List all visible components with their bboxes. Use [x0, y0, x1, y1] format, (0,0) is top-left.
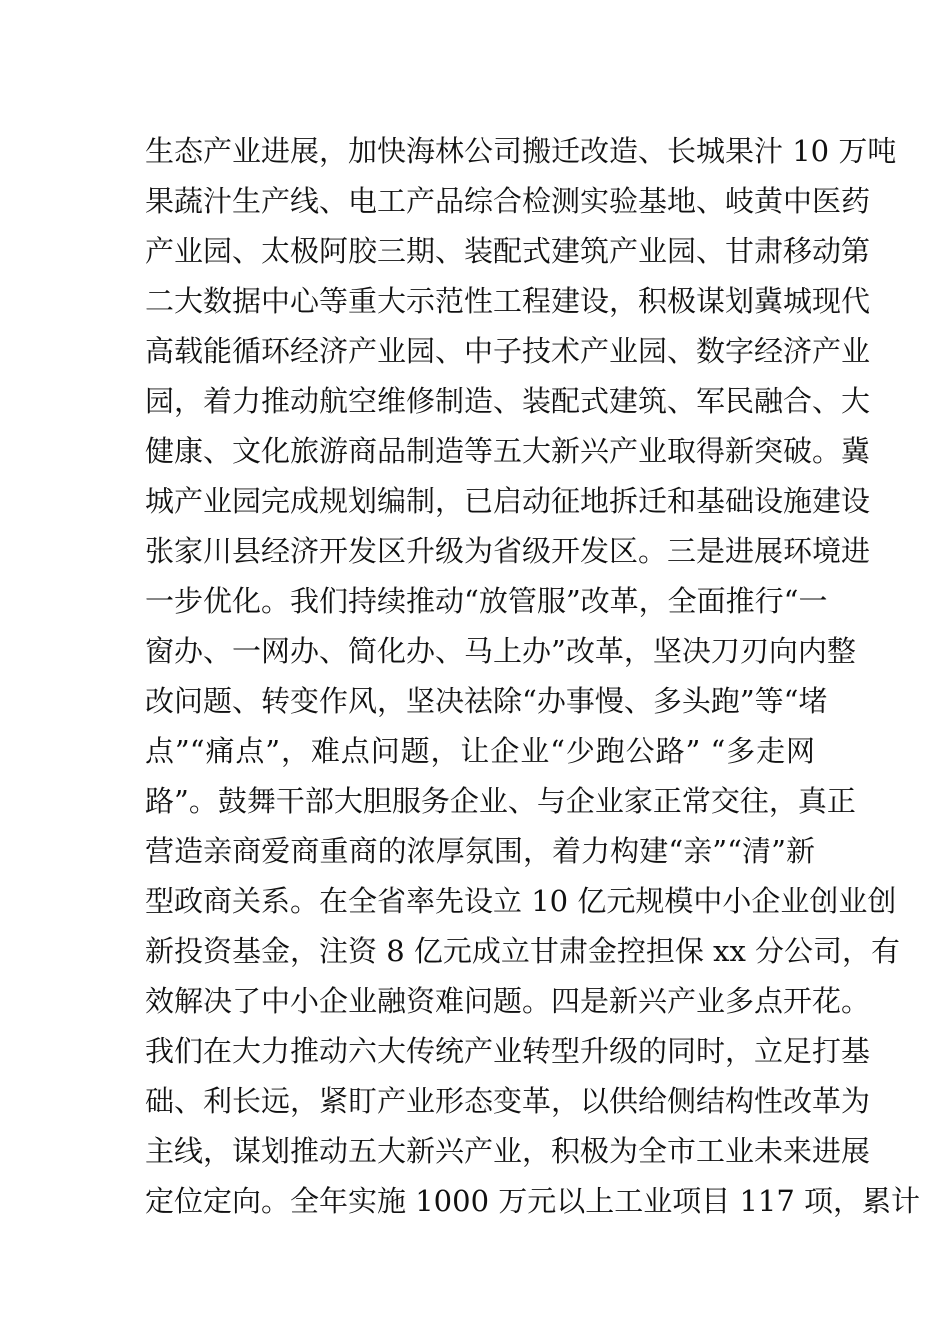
text-line: 营造亲商爱商重商的浓厚氛围，着力构建“亲”“清”新 [145, 834, 815, 868]
text-line: 园，着力推动航空维修制造、装配式建筑、军民融合、大 [145, 384, 871, 418]
text-line: 路”。鼓舞干部大胆服务企业、与企业家正常交往，真正 [145, 784, 856, 818]
text-line: 定位定向。全年实施 1000 万元以上工业项目 117 项，累计 [145, 1184, 921, 1218]
text-line: 效解决了中小企业融资难问题。四是新兴产业多点开花。 [145, 984, 871, 1018]
text-line: 果蔬汁生产线、电工产品综合检测实验基地、岐黄中医药 [145, 184, 871, 218]
text-line: 张家川县经济开发区升级为省级开发区。三是进展环境进 [145, 534, 871, 568]
text-line: 城产业园完成规划编制，已启动征地拆迁和基础设施建设 [145, 484, 871, 518]
text-line: 产业园、太极阿胶三期、装配式建筑产业园、甘肃移动第 [145, 234, 871, 268]
text-line: 础、利长远，紧盯产业形态变革，以供给侧结构性改革为 [145, 1084, 871, 1118]
text-line: 二大数据中心等重大示范性工程建设，积极谋划冀城现代 [145, 284, 871, 318]
text-line: 一步优化。我们持续推动“放管服”改革，全面推行“一 [145, 584, 828, 618]
text-line: 型政商关系。在全省率先设立 10 亿元规模中小企业创业创 [145, 884, 897, 918]
text-line: 高载能循环经济产业园、中子技术产业园、数字经济产业 [145, 334, 871, 368]
text-line: 健康、文化旅游商品制造等五大新兴产业取得新突破。冀 [145, 434, 871, 468]
text-line: 窗办、一网办、简化办、马上办”改革，坚决刀刃向内整 [145, 634, 856, 668]
text-line: 生态产业进展，加快海林公司搬迁改造、长城果汁 10 万吨 [145, 134, 897, 168]
text-line: 点”“痛点”，难点问题，让企业“少跑公路” “多走网 [145, 734, 815, 768]
text-line: 新投资基金，注资 8 亿元成立甘肃金控担保 xx 分公司，有 [145, 934, 901, 968]
text-line: 我们在大力推动六大传统产业转型升级的同时，立足打基 [145, 1034, 871, 1068]
text-line: 主线，谋划推动五大新兴产业，积极为全市工业未来进展 [145, 1134, 871, 1168]
text-line: 改问题、转变作风，坚决祛除“办事慢、多头跑”等“堵 [145, 684, 828, 718]
body-paragraph [145, 126, 921, 1226]
